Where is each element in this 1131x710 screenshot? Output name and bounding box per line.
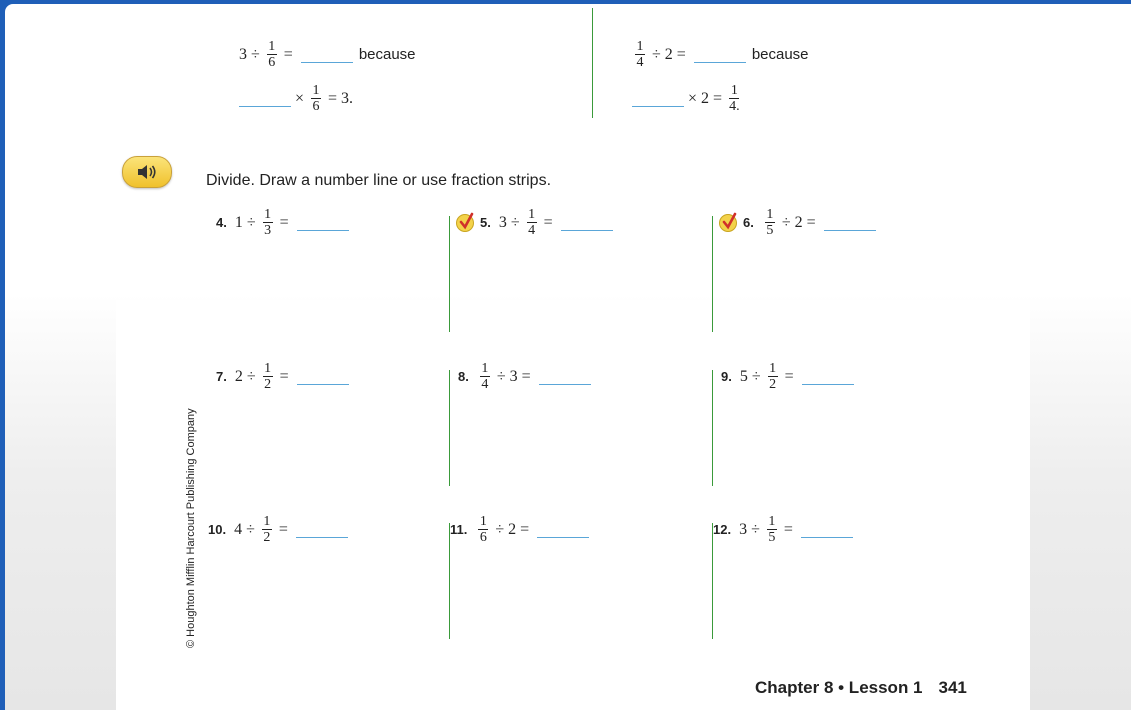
problem-item	[216, 208, 349, 237]
divide-sign: ÷	[251, 45, 260, 63]
numerator: 1	[481, 361, 489, 376]
denominator: 4	[636, 55, 644, 70]
fraction	[729, 84, 740, 113]
top-left-line2	[239, 84, 357, 113]
problem-item	[216, 362, 349, 391]
grid-divider	[712, 216, 713, 332]
answer-blank[interactable]	[632, 105, 684, 107]
dividend: 3	[239, 45, 247, 63]
fraction	[311, 84, 321, 113]
divide-sign: ÷	[652, 45, 661, 63]
numerator: 1	[312, 83, 320, 98]
denominator: 2	[264, 377, 272, 392]
problem-item	[208, 515, 348, 544]
fraction	[527, 208, 537, 237]
answer-blank[interactable]	[301, 61, 353, 63]
fraction	[478, 515, 488, 544]
grid-divider	[449, 370, 450, 486]
fraction	[765, 208, 775, 237]
numerator: 1	[264, 361, 272, 376]
problem-number: 12.	[713, 522, 732, 537]
answer-blank[interactable]	[296, 536, 348, 538]
numerator: 1	[264, 207, 272, 222]
problem-number: 6.	[743, 215, 754, 230]
equals-sign: =	[543, 213, 553, 231]
answer-blank[interactable]	[537, 536, 589, 538]
whole-number: 1	[234, 213, 243, 231]
denominator: 5	[768, 530, 776, 545]
whole-number: 2	[794, 213, 803, 231]
problem-item	[450, 515, 589, 544]
problem-number: 9.	[721, 369, 732, 384]
problem-item	[458, 362, 591, 391]
top-right-line2	[632, 84, 743, 113]
result-text: = 3.	[328, 89, 354, 107]
checkmark-icon	[456, 214, 474, 232]
speaker-icon	[136, 163, 158, 181]
numerator: 1	[479, 514, 487, 529]
whole-number: 4	[234, 520, 243, 538]
answer-blank[interactable]	[239, 105, 291, 107]
equals-sign: =	[806, 213, 816, 231]
problem-item	[721, 362, 854, 391]
problem-number: 5.	[480, 215, 491, 230]
divide-sign: ÷	[781, 213, 791, 231]
fraction	[768, 362, 778, 391]
multiplier: 2	[701, 89, 710, 107]
divide-sign: ÷	[751, 367, 761, 385]
times-sign: ×	[295, 89, 305, 107]
fraction	[267, 40, 277, 69]
copyright-text: © Houghton Mifflin Harcourt Publishing Company	[185, 408, 197, 648]
answer-blank[interactable]	[297, 229, 349, 231]
divide-sign: ÷	[751, 520, 760, 538]
whole-number: 5	[739, 367, 748, 385]
denominator: 4	[481, 377, 489, 392]
denominator: 5	[766, 223, 774, 238]
problem-number: 11.	[450, 522, 468, 537]
because-text: because	[751, 46, 809, 63]
divisor: 2	[664, 45, 673, 63]
equals-sign: =	[520, 520, 530, 538]
numerator: 1	[528, 207, 536, 222]
numerator: 1	[766, 207, 774, 222]
equals-sign: =	[784, 367, 794, 385]
fraction	[263, 362, 273, 391]
equals-sign: =	[713, 89, 723, 107]
divide-sign: ÷	[246, 520, 255, 538]
instruction-text: Divide. Draw a number line or use fraction strips.	[206, 172, 552, 189]
fraction	[262, 515, 272, 544]
problem-item	[456, 208, 613, 237]
times-sign: ×	[688, 89, 698, 107]
problem-number: 10.	[208, 522, 227, 537]
answer-blank[interactable]	[561, 229, 613, 231]
denominator: 3	[264, 223, 272, 238]
denominator: 4	[528, 223, 536, 238]
page-number: 341	[938, 678, 967, 697]
numerator: 1	[263, 514, 271, 529]
problem-number: 4.	[216, 215, 227, 230]
whole-number: 2	[234, 367, 243, 385]
divide-sign: ÷	[510, 213, 520, 231]
whole-number: 3	[498, 213, 507, 231]
fraction	[263, 208, 273, 237]
problem-number: 7.	[216, 369, 227, 384]
problem-item	[719, 208, 876, 237]
answer-blank[interactable]	[824, 229, 876, 231]
grid-divider	[449, 216, 450, 332]
equals-sign: =	[279, 213, 289, 231]
grid-divider	[712, 370, 713, 486]
answer-blank[interactable]	[539, 383, 591, 385]
fraction	[480, 362, 490, 391]
equals-sign: =	[278, 520, 288, 538]
page-footer	[755, 678, 967, 698]
fraction	[767, 515, 777, 544]
numerator: 1	[268, 39, 276, 54]
top-left-line1	[239, 40, 416, 69]
fraction	[635, 40, 645, 69]
divide-sign: ÷	[246, 213, 256, 231]
audio-button[interactable]	[122, 156, 172, 188]
whole-number: 2	[508, 520, 517, 538]
numerator: 1	[768, 514, 776, 529]
divide-sign: ÷	[495, 520, 505, 538]
equals-sign: =	[283, 45, 293, 63]
answer-blank[interactable]	[694, 61, 746, 63]
whole-number: 3	[739, 520, 748, 538]
equals-sign: =	[279, 367, 289, 385]
answer-blank[interactable]	[297, 383, 349, 385]
denominator: 2	[263, 530, 271, 545]
whole-number: 3	[509, 367, 518, 385]
numerator: 1	[636, 39, 644, 54]
equals-sign: =	[521, 367, 531, 385]
problem-item	[713, 515, 853, 544]
equals-sign: =	[676, 45, 686, 63]
denominator: 6	[312, 99, 320, 114]
top-right-line1	[632, 40, 809, 69]
divide-sign: ÷	[496, 367, 506, 385]
denominator: 6	[268, 55, 276, 70]
denominator: 6	[479, 530, 487, 545]
numerator: 1	[730, 83, 738, 98]
numerator: 1	[769, 361, 777, 376]
top-divider	[592, 8, 593, 118]
checkmark-icon	[719, 214, 737, 232]
denominator: 4.	[729, 99, 740, 114]
equals-sign: =	[783, 520, 793, 538]
divide-sign: ÷	[246, 367, 256, 385]
denominator: 2	[769, 377, 777, 392]
answer-blank[interactable]	[801, 536, 853, 538]
answer-blank[interactable]	[802, 383, 854, 385]
chapter-lesson-label: Chapter 8 • Lesson 1	[755, 678, 923, 697]
because-text: because	[358, 46, 416, 63]
problem-number: 8.	[458, 369, 469, 384]
